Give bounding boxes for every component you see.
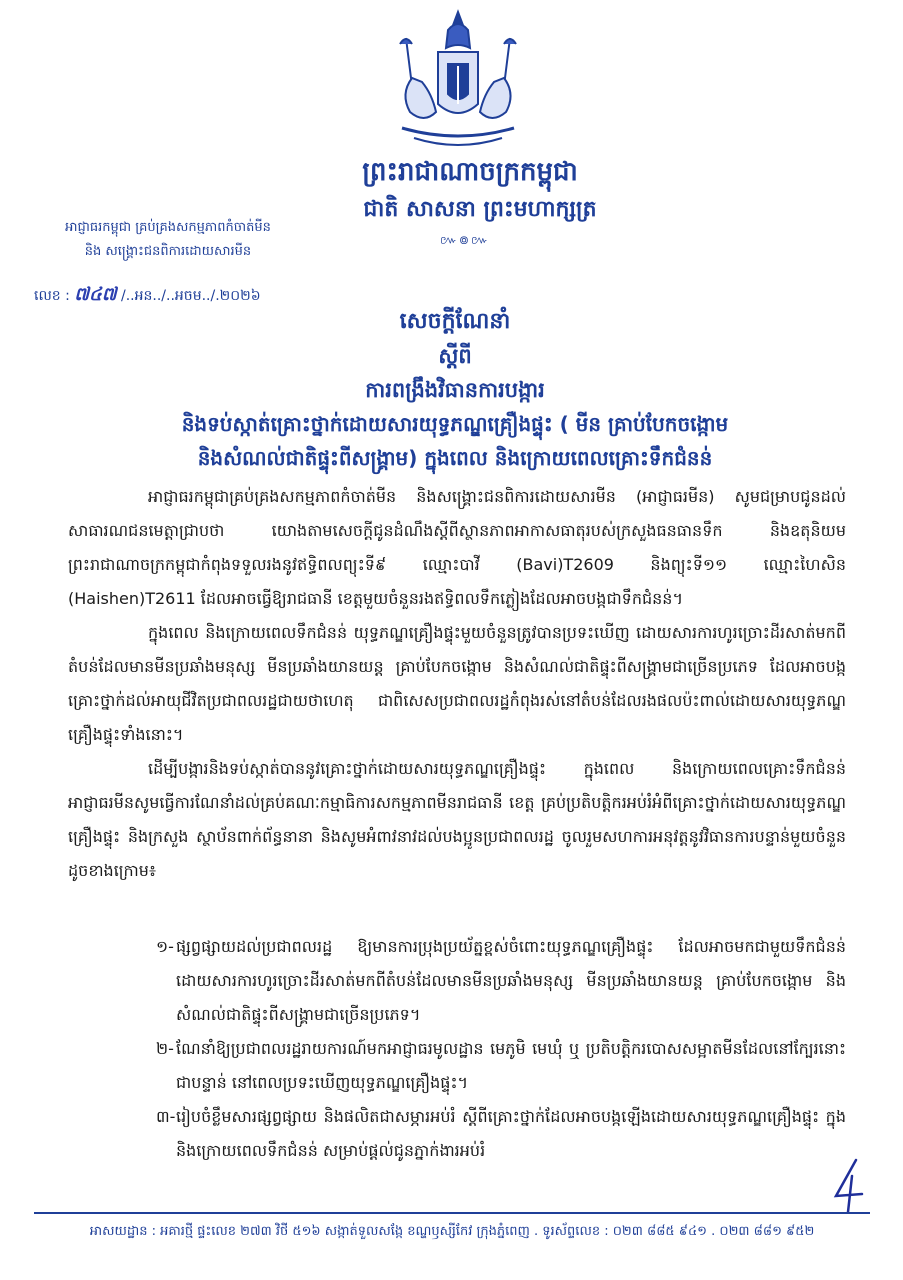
paragraph-1: អាជ្ញាធរកម្ពុជាគ្រប់គ្រងសកម្មភាពកំចាត់មីន និងសង្គ្រោះជនពិការដោយសារមីន (អាជ្ញាធរមីន) សូមជម្រាបជូនដល់សាធារណជនមេត្តាជ្រាបថា យោងតាមសេចក្តីជូនដំណឹងស្តីពីស្ថានភាពអាកាសធាតុរបស់ក្រសួងធនធានទឹក និងឧតុនិយម ព្រះរាជាណាចក្រកម្ពុជាកំពុងទទួលរងនូវឥទ្ធិពលព្យុះទី៩ ឈ្មោះបាវី (Bavi)T2609 និងព្យុះទី១១ ឈ្មោះហៃសិន (Haishen)T2611 ដែលអាចធ្វើឱ្យរាជធានី ខេត្តមួយចំនួនរងឥទ្ធិពលទឹកភ្លៀងដែលអាចបង្កជាទឹកជំនន់។: [68, 487, 846, 608]
authority-line-2: និង សង្គ្រោះជនពិការដោយសារមីន: [84, 244, 252, 259]
paragraph-3: ដើម្បីបង្ការនិងទប់ស្កាត់បាននូវគ្រោះថ្នាក់ដោយសារយុទ្ធភណ្ឌគ្រឿងផ្ទុះ ក្នុងពេល និងក្រោយពេលគ្រោះទឹកជំនន់ អាជ្ញាធរមីនសូមធ្វើការណែនាំដល់គ្រប់គណៈកម្មាធិការសកម្មភាពមីនរាជធានី ខេត្ត គ្រប់ប្រតិបត្តិករអប់រំអំពីគ្រោះថ្នាក់ដោយសារយុទ្ធភណ្ឌគ្រឿងផ្ទុះ និងក្រសួង ស្ថាប័នពាក់ព័ន្ធនានា និងសូមអំពាវនាវដល់បងប្អូនប្រជាពលរដ្ឋ ចូលរួមសហការអនុវត្តនូវវិធានការបន្ទាន់មួយចំនួនដូចខាងក្រោម៖: [68, 759, 846, 880]
document-body: [68, 480, 846, 888]
ref-suffix: /..អន../..អចម../.២០២៦: [121, 288, 261, 304]
authority-line-1: អាជ្ញាធរកម្ពុជា គ្រប់គ្រងសកម្មភាពកំចាត់មីន: [65, 220, 271, 235]
royal-coat-of-arms-icon: [378, 8, 538, 158]
title-line-3: ការពង្រឹងវិធានការបង្ការ: [365, 378, 545, 402]
handwritten-page-mark: [828, 1156, 868, 1216]
list-number: ១-: [156, 937, 174, 956]
title-line-5: និងសំណល់ជាតិផ្ទុះពីសង្គ្រាម) ក្នុងពេល និងក្រោយពេលគ្រោះទឹកជំនន់: [197, 446, 713, 470]
list-number: ២-: [156, 1039, 174, 1058]
ornament-divider: ៚៙៚: [440, 233, 490, 247]
kingdom-name: ព្រះរាជាណាចក្រកម្ពុជា: [362, 157, 578, 187]
footer-divider: [34, 1212, 870, 1214]
list-text: ផ្សព្វផ្សាយដល់ប្រជាពលរដ្ឋ ឱ្យមានការប្រុងប្រយ័ត្នខ្ពស់ចំពោះយុទ្ធភណ្ឌគ្រឿងផ្ទុះ ដែលអាចមកជាមួយទឹកជំនន់ ដោយសារការហូរច្រោះដីរសាត់មកពីតំបន់ដែលមានមីនប្រឆាំងមនុស្ស មីនប្រឆាំងយានយន្ត គ្រាប់បែកចង្កោម និងសំណល់ជាតិផ្ទុះពីសង្គ្រាមជាច្រើនប្រភេទ។: [176, 937, 846, 1024]
document-title: [60, 305, 850, 475]
issuing-authority: [28, 216, 308, 264]
list-number: ៣-: [156, 1107, 176, 1126]
title-line-1: សេចក្តីណែនាំ: [399, 309, 511, 334]
footer-address: អាសយដ្ឋាន : អគារថ្មី ផ្ទះលេខ ២៧៣ វិថី ៥១៦ សង្កាត់ទួលសង្កែ ខណ្ឌឫស្សីកែវ ក្រុងភ្នំពេញ . ទូរស័ព្ទលេខ : ០២៣ ៨៨៥ ៩៤១ . ០២៣ ៨៨១ ៩៥២: [89, 1224, 815, 1239]
reference-number: [34, 284, 334, 307]
title-line-4: និងទប់ស្កាត់គ្រោះថ្នាក់ដោយសារយុទ្ធភណ្ឌគ្រឿងផ្ទុះ ( មីន គ្រាប់បែកចង្កោម: [181, 412, 729, 436]
ref-prefix: លេខ :: [34, 288, 70, 304]
title-line-2: ស្តីពី: [438, 344, 472, 368]
ref-handwritten-number: ៧៤៧: [74, 284, 117, 305]
national-motto: ជាតិ សាសនា ព្រះមហាក្សត្រ: [363, 197, 597, 222]
paragraph-2: ក្នុងពេល និងក្រោយពេលទឹកជំនន់ យុទ្ធភណ្ឌគ្រឿងផ្ទុះមួយចំនួនត្រូវបានប្រទះឃើញ ដោយសារការហូរច្រោះដីរសាត់មកពីតំបន់ដែលមានមីនប្រឆាំងមនុស្ស មីនប្រឆាំងយានយន្ត គ្រាប់បែកចង្កោម និងសំណល់ជាតិផ្ទុះពីសង្គ្រាមជាច្រើនប្រភេទ ដែលអាចបង្កគ្រោះថ្នាក់ដល់អាយុជីវិតប្រជាពលរដ្ឋជាយថាហេតុ ជាពិសេសប្រជាពលរដ្ឋកំពុងរស់នៅតំបន់ដែលរងផលប៉ះពាល់ដោយសារយុទ្ធភណ្ឌគ្រឿងផ្ទុះទាំងនោះ។: [68, 623, 846, 744]
list-text: រៀបចំខ្លឹមសារផ្សព្វផ្សាយ និងផលិតជាសម្ភារអប់រំ ស្តីពីគ្រោះថ្នាក់ដែលអាចបង្កឡើងដោយសារយុទ្ធភណ្ឌគ្រឿងផ្ទុះ ក្នុង និងក្រោយពេលទឹកជំនន់ សម្រាប់ផ្តល់ជូនភ្នាក់ងារអប់រំ: [176, 1107, 846, 1160]
list-text: ណែនាំឱ្យប្រជាពលរដ្ឋរាយការណ៍មកអាជ្ញាធរមូលដ្ឋាន មេភូមិ មេឃុំ ឬ ប្រតិបត្តិករបោសសម្អាតមីនដែលនៅក្បែរនោះជាបន្ទាន់ នៅពេលប្រទះឃើញយុទ្ធភណ្ឌគ្រឿងផ្ទុះ។: [176, 1039, 846, 1092]
